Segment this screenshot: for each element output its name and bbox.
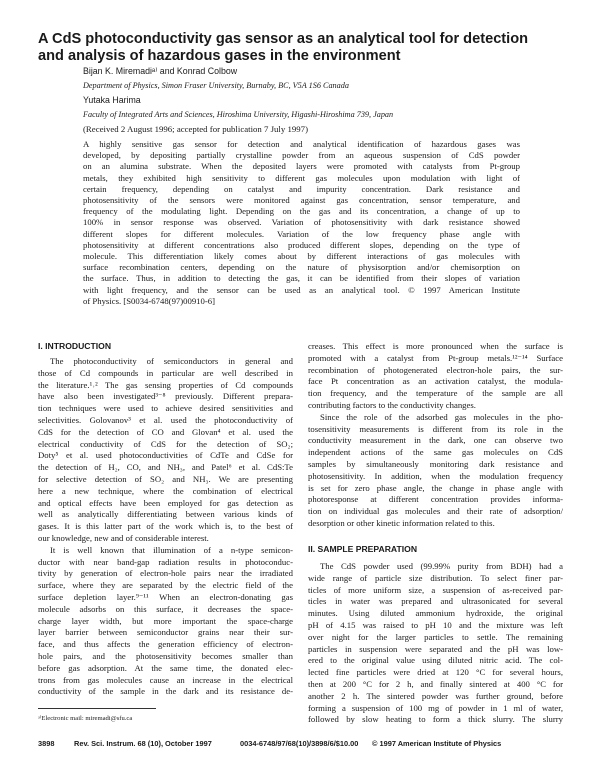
text-line: layer barrier between semiconductor grains near their sur- bbox=[38, 627, 293, 638]
text-line: certain frequency, depending on catalyst and impurity concentration. Dark resistance and bbox=[83, 183, 520, 194]
text-line: It is well known that illumination of a n-type semicon- bbox=[50, 544, 293, 555]
text-line: Since the role of the adsorbed gas molecules in the pho- bbox=[320, 411, 563, 422]
text-line: tion on individual gas molecules and their rate of adsorption/ bbox=[308, 506, 563, 517]
text-line: another 2 h. The sintered powder was further ground, before bbox=[308, 690, 563, 701]
left-column bbox=[38, 356, 293, 698]
text-line: ductor with near band-gap radiation results in photoconduc- bbox=[38, 556, 293, 567]
text-line: the surface. Thus, in addition to detecting the gas, it can be identified from their slopes of variation bbox=[83, 273, 520, 284]
text-line: selectivities. Golovanov³ et al. used the photoconductivity of bbox=[38, 414, 293, 425]
abstract bbox=[83, 139, 520, 307]
text-line: independent actions of the same gas molecules on CdS bbox=[308, 447, 563, 458]
text-line: photosensitivity at different concentrations also produced different slopes, depending on the type of bbox=[83, 239, 520, 250]
text-line: wide range of particle size distribution. To select finer par- bbox=[308, 572, 563, 583]
text-line: the literature.¹˒² The gas sensing properties of Cd compounds bbox=[38, 379, 293, 390]
text-line: on an alumina substrate. When the deposited layers were promoted with catalysts from Pt-group bbox=[83, 161, 520, 172]
text-line: photosensitivity of the sensors were monitored against gas concentration, sensor temperature, and bbox=[83, 195, 520, 206]
text-line: samples by simultaneously monitoring dark resistance and bbox=[308, 458, 563, 469]
text-line: before gas adsorption. At the same time, the donated elec- bbox=[38, 662, 293, 673]
right-column-preparation bbox=[308, 561, 563, 726]
article-code: 0034-6748/97/68(10)/3898/6/$10.00 bbox=[240, 739, 359, 748]
text-line: Doty⁵ et al. used photoconductivities of CdTe and CdSe for bbox=[38, 450, 293, 461]
text-line: desorption or other kinetic information related to this. bbox=[308, 517, 495, 528]
text-line: A highly sensitive gas sensor for detection and analytical identification of hazardous gases was bbox=[83, 139, 520, 149]
text-line: have also been investigated³⁻⁸ previously. Different prepara- bbox=[38, 391, 293, 402]
text-line: charge layer width, but more important the space-charge bbox=[38, 615, 293, 626]
text-line: forming a suspension of 100 mg of powder in 1 ml of water, bbox=[308, 702, 563, 713]
text-line: face, and thus affects the generation efficiency of electron- bbox=[38, 639, 293, 650]
text-line: tion techniques were used to achieve desired sensitivities and bbox=[38, 403, 293, 414]
text-line: CdS for the detection of CO and Glovan⁴ et al. used the bbox=[38, 426, 293, 437]
text-line: ticles in water was prepared and ultrasonicated for several bbox=[308, 596, 563, 607]
text-line: 100% in sensor response was observed. Variation of photosensitivity with dark resistance showed bbox=[83, 217, 520, 228]
title-line: and analysis of hazardous gases in the environment bbox=[38, 47, 401, 64]
text-line: lected fine particles were dried at 120 °C for several hours, bbox=[308, 667, 563, 678]
text-line: over night for the larger particles to settle. The remaining bbox=[308, 631, 563, 642]
text-line: well as analytically differentiating between various kinds of bbox=[38, 509, 293, 520]
text-line: creases. This effect is more pronounced when the surface is bbox=[308, 341, 563, 351]
footnote: ᵃ⁾Electronic mail: miremadi@sfu.ca bbox=[38, 715, 133, 722]
authors-line: Bijan K. Miremadiᵃ⁾ and Konrad Colbow bbox=[83, 66, 238, 76]
title-line: A CdS photoconductivity gas sensor as an analytical tool for detection bbox=[38, 31, 529, 47]
section-heading-sample-preparation: II. SAMPLE PREPARATION bbox=[308, 544, 418, 554]
text-line: conductivity measurement in the dark, one can observe two bbox=[308, 435, 563, 446]
text-line: molecule. This differentiation likely comes about by different interactions of gas molecules with bbox=[83, 251, 520, 262]
text-line: ticles of more uniform size, a suspension of as-received par- bbox=[308, 584, 563, 595]
received-dates: (Received 2 August 1996; accepted for publication 7 July 1997) bbox=[83, 124, 308, 134]
text-line: molecule adsorbs on this surface, it decreases the space- bbox=[38, 603, 293, 614]
text-line: surface recombination centers, depending on the nature of physisorption and/or chemisorption on bbox=[83, 262, 520, 273]
text-line: promoted with a catalyst from Pt-group metals.¹²⁻¹⁴ Surface bbox=[308, 352, 563, 363]
text-line: photoresponse at different concentration provides informa- bbox=[308, 494, 563, 505]
text-line: followed by slow heating to form a thick slurry. The slurry bbox=[308, 714, 563, 725]
text-line: tion frequency, and the temperature of the sample are all bbox=[308, 388, 563, 399]
text-line: particles in suspension were separated and the pH was low- bbox=[308, 643, 563, 654]
affiliation: Department of Physics, Simon Fraser University, Burnaby, BC, V5A 1S6 Canada bbox=[83, 81, 349, 90]
right-column-intro bbox=[308, 341, 563, 530]
text-line: surface, where they are separated by the electric field of the bbox=[38, 580, 293, 591]
text-line: recombination of photogenerated electron-hole pairs, the sur- bbox=[308, 364, 563, 375]
text-line: the detection of H₂, CO, and NH₃, and Patel⁶ et al. CdS:Te bbox=[38, 462, 293, 473]
text-line: for selective detection of SO₂ and NH₃. We are presenting bbox=[38, 473, 293, 484]
footnote-divider bbox=[38, 708, 156, 709]
text-line: pH of 4.15 was raised to pH 10 and the mixture was left bbox=[308, 619, 563, 630]
text-line: photosensitivity. In addition, when the modulation frequency bbox=[308, 470, 563, 481]
text-line: minutes. Using diluted ammonium hydroxide, the original bbox=[308, 608, 563, 619]
text-line: tivity by generation of electron-hole pairs near the irradiated bbox=[38, 568, 293, 579]
authors-line: Yutaka Harima bbox=[83, 95, 141, 105]
text-line: contributing factors to the conductivity changes. bbox=[308, 399, 476, 410]
text-line: ered to the original value using diluted nitric acid. The col- bbox=[308, 655, 563, 666]
paper-title bbox=[38, 31, 578, 64]
text-line: gases. It is this latter part of the work which is, to the best of bbox=[38, 521, 293, 532]
text-line: developed, by depositing partially crystalline powder from an aqueous suspension of CdS powder bbox=[83, 150, 520, 161]
text-line: with light frequency, and the sensor can be used as an analytical tool. © 1997 American Institute bbox=[83, 284, 520, 295]
text-line: hole pairs, and the photosensitivity becomes smaller than bbox=[38, 650, 293, 661]
text-line: electrical conductivity of CdS for the detection of SO₂; bbox=[38, 438, 293, 449]
copyright-notice: © 1997 American Institute of Physics bbox=[372, 739, 502, 748]
text-line: The CdS powder used (99.99% purity from BDH) had a bbox=[320, 561, 563, 571]
text-line: face Pt concentration as an activation catalyst, the modula- bbox=[308, 376, 563, 387]
text-line: those of Cd compounds in particular are well described in bbox=[38, 367, 293, 378]
text-line: and optical effects have been employed for gas detection as bbox=[38, 497, 293, 508]
text-line: The photoconductivity of semiconductors in general and bbox=[50, 356, 293, 366]
text-line: then at 200 °C for 2 h, and finally sintered at 400 °C for bbox=[308, 678, 563, 689]
affiliation: Faculty of Integrated Arts and Sciences, Hiroshima University, Higashi-Hiroshima 739, Japan bbox=[83, 110, 394, 119]
journal-citation: Rev. Sci. Instrum. 68 (10), October 1997 bbox=[74, 739, 212, 748]
text-line: different slopes for different molecules. Variation of the low frequency phase angle with bbox=[83, 228, 520, 239]
text-line: frequency of the modulating light. Depending on the gas and its concentration, a change of up to bbox=[83, 206, 520, 217]
text-line: surface depletion layer.⁹⁻¹¹ When an electron-donating gas bbox=[38, 591, 293, 602]
text-line: metals, they exhibited high sensitivity to different gas molecules upon modulation with light of bbox=[83, 172, 520, 183]
text-line: is set for zero phase angle, the change in phase angle with bbox=[308, 482, 563, 493]
text-line: trons from gas molecules cause an increase in the electrical bbox=[38, 674, 293, 685]
text-line: here a new technique, where the combination of electrical bbox=[38, 485, 293, 496]
text-line: conductivity of the sample in the dark and its resistance de- bbox=[38, 686, 293, 697]
text-line: our knowledge, new and of considerable interest. bbox=[38, 532, 209, 543]
text-line: tosensitivity measurements is different from its role in the bbox=[308, 423, 563, 434]
section-heading-introduction: I. INTRODUCTION bbox=[38, 341, 112, 351]
text-line: of Physics. [S0034-6748(97)00910-6] bbox=[83, 295, 215, 306]
page-number: 3898 bbox=[38, 739, 55, 748]
